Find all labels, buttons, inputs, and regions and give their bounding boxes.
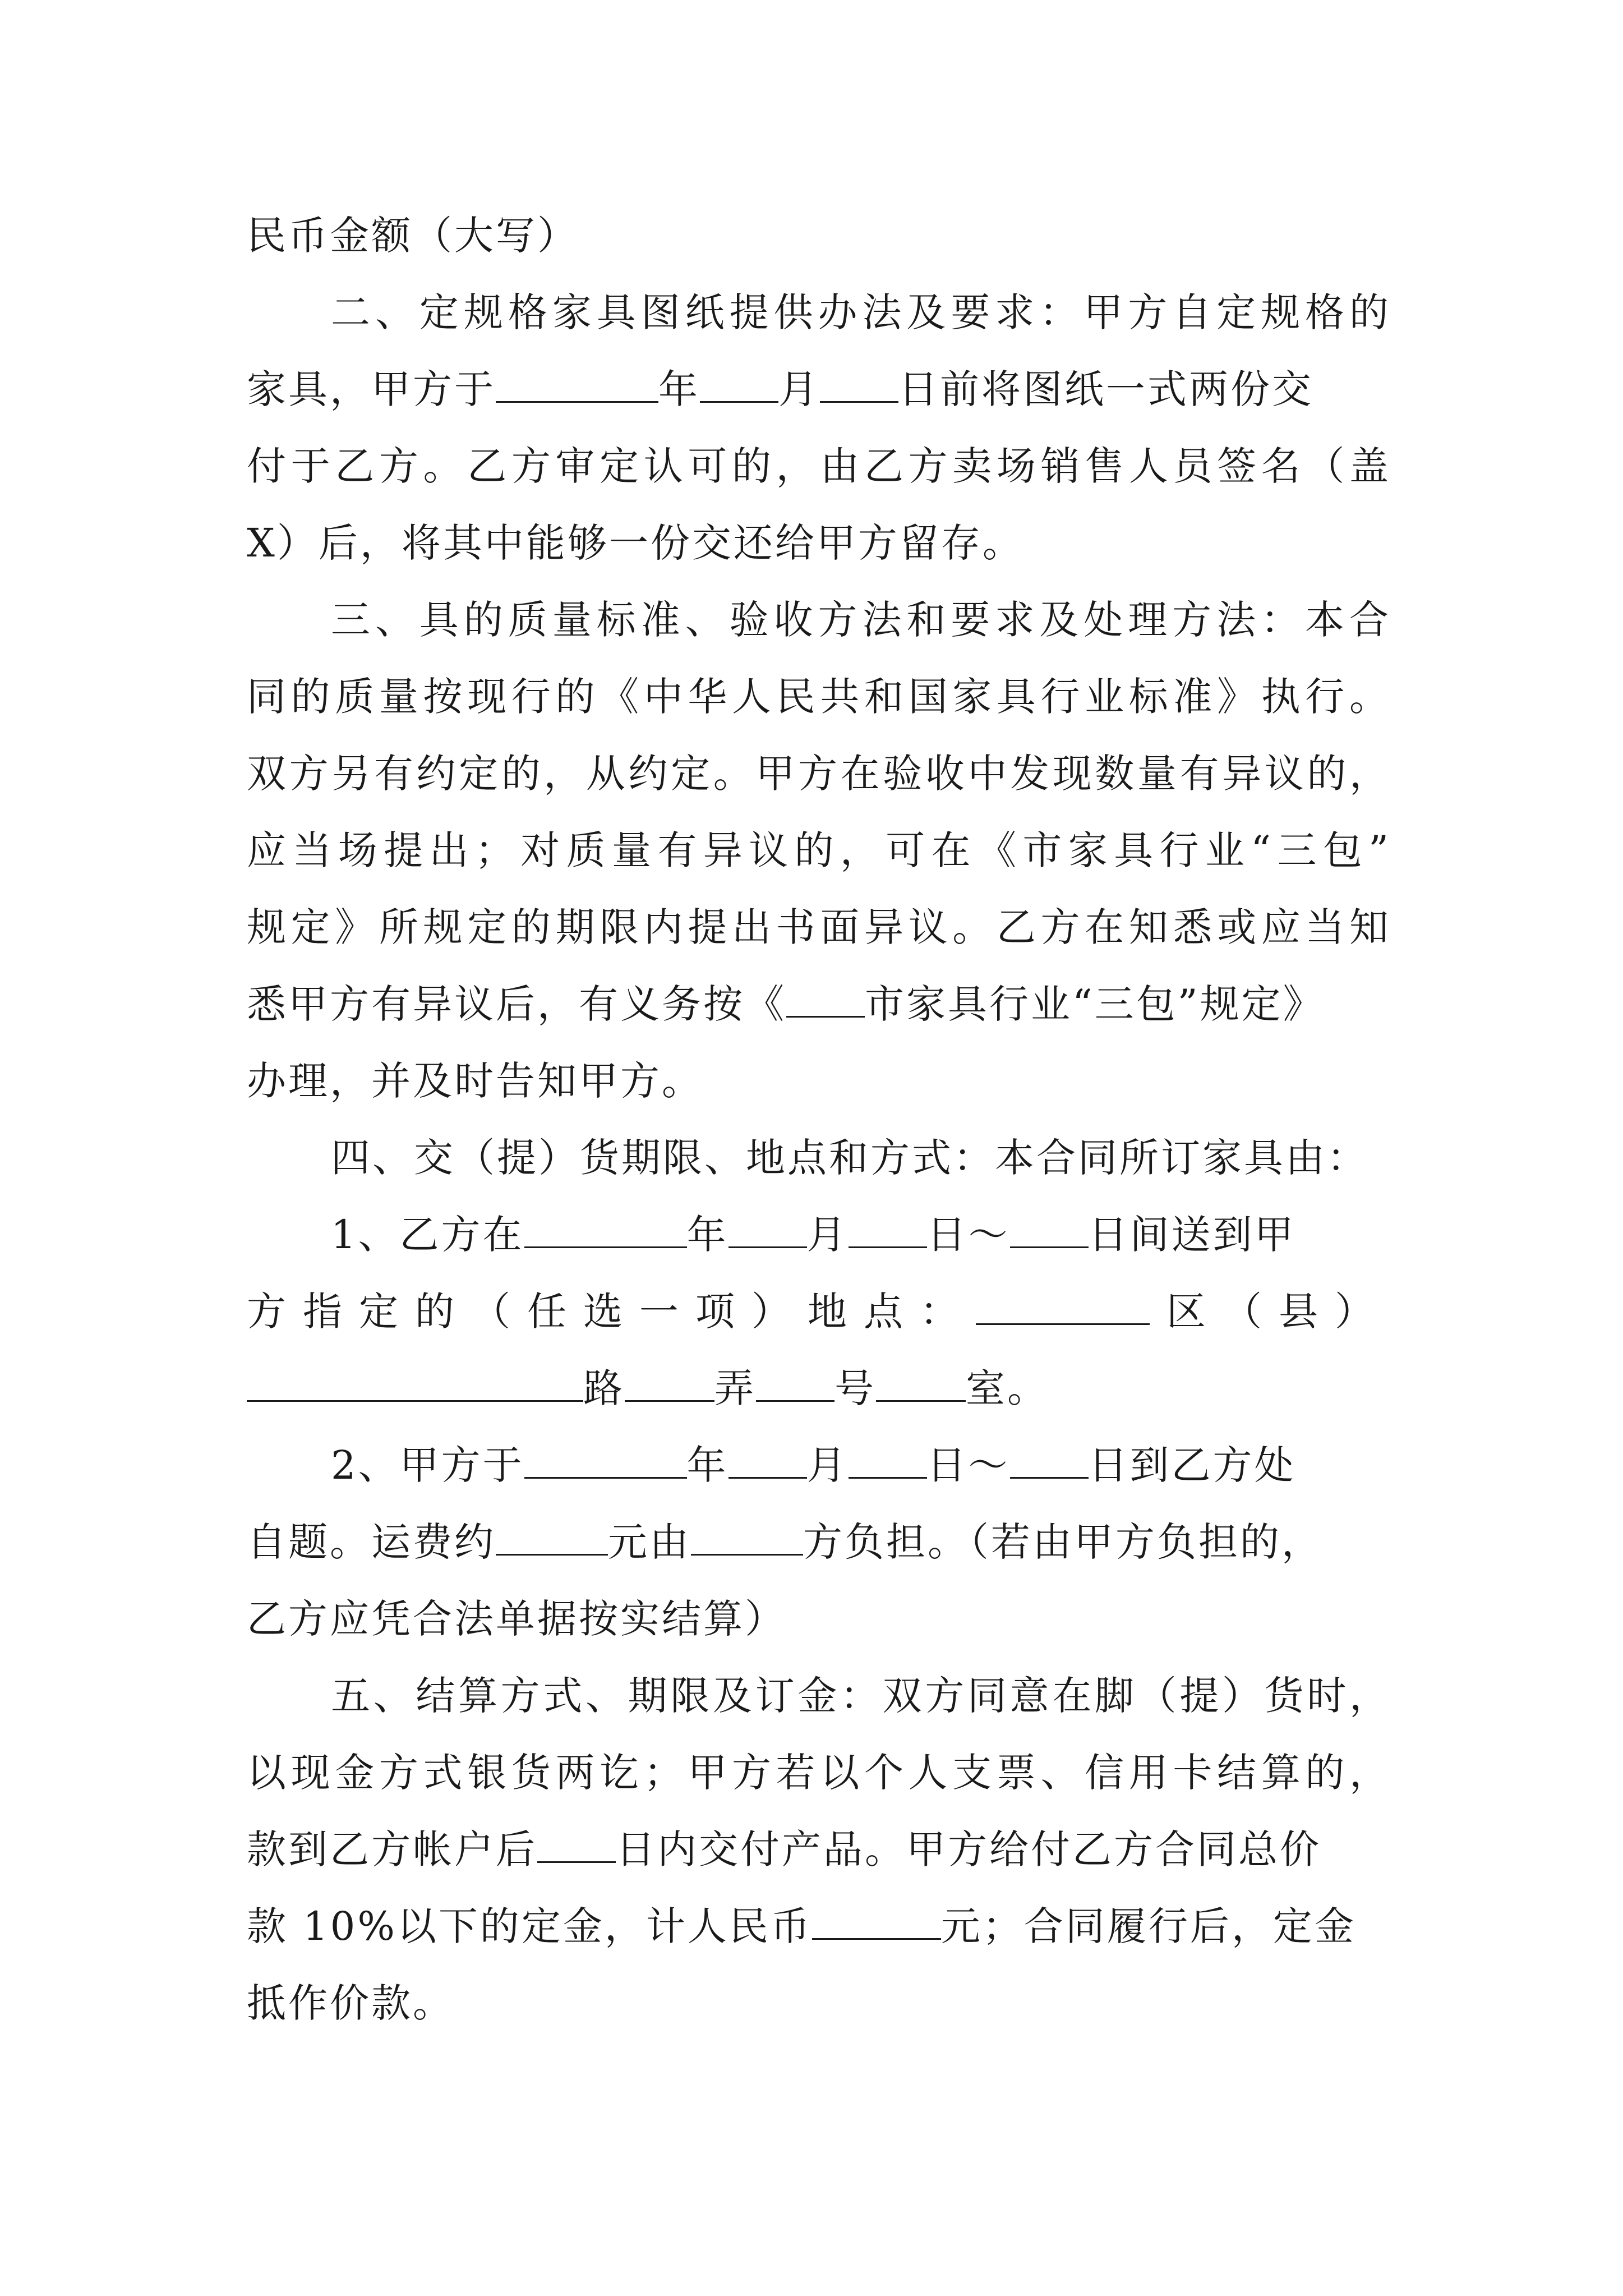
text-line-14: 1、乙方在 年 月 日～ 日间送到甲 [331, 1212, 1296, 1258]
text-line-22: 款到乙方帐户后 日内交付产品。甲方给付乙方合同总价 [247, 1826, 1321, 1872]
text-line-15: 方指定的（任选一项）地点： 区（县） [247, 1289, 1391, 1335]
blank-day[interactable] [849, 1442, 927, 1479]
text-line-19: 乙方应凭合法单据按实结算） [247, 1596, 786, 1642]
text-line-24: 抵作价款。 [247, 1980, 454, 2026]
blank-days[interactable] [537, 1826, 616, 1863]
blank-month[interactable] [700, 366, 778, 403]
text-line-1: 民币金额（大写） [247, 213, 579, 259]
blank-year[interactable] [524, 1212, 687, 1248]
text-line-5: X）后，将其中能够一份交还给甲方留存。 [247, 520, 1024, 566]
blank-month[interactable] [728, 1442, 807, 1479]
blank-day[interactable] [849, 1212, 927, 1248]
blank-deposit[interactable] [812, 1903, 941, 1940]
text-line-4: 付于乙方。乙方审定认可的，由乙方卖场销售人员签名（盖 [247, 443, 1391, 489]
blank-road[interactable] [247, 1365, 583, 1402]
text-line-8: 双方另有约定的，从约定。甲方在验收中发现数量有异议的， [247, 751, 1391, 797]
blank-day[interactable] [1010, 1442, 1089, 1479]
text-line-17: 2、甲方于 年 月 日～ 日到乙方处 [331, 1442, 1296, 1488]
blank-freight[interactable] [496, 1519, 608, 1556]
text-line-11: 悉甲方有异议后，有义务按《 市家具行业“三包”规定》 [247, 981, 1325, 1027]
blank-day[interactable] [820, 366, 898, 403]
section-three-heading: 三、具的质量标准、验收方法和要求及处理方法：本合 [331, 597, 1391, 643]
text-line-7: 同的质量按现行的《中华人民共和国家具行业标准》执行。 [247, 674, 1391, 720]
blank-party[interactable] [691, 1519, 803, 1556]
blank-room[interactable] [876, 1365, 966, 1402]
blank-year[interactable] [524, 1442, 687, 1479]
text-line-21: 以现金方式银货两讫；甲方若以个人支票、信用卡结算的， [247, 1750, 1391, 1796]
text-line-10: 规定》所规定的期限内提出书面异议。乙方在知悉或应当知 [247, 904, 1391, 950]
section-four-heading: 四、交（提）货期限、地点和方式：本合同所订家具由： [331, 1135, 1368, 1181]
blank-district[interactable] [976, 1289, 1150, 1325]
blank-number[interactable] [756, 1365, 834, 1402]
text-line-18: 自题。运费约 元由 方负担。（若由甲方负担的， [247, 1519, 1323, 1565]
section-two-heading: 二、定规格家具图纸提供办法及要求：甲方自定规格的 [331, 289, 1391, 335]
blank-year[interactable] [496, 366, 658, 403]
section-five-heading: 五、结算方式、期限及订金：双方同意在脚（提）货时， [331, 1673, 1391, 1719]
text-line-3: 家具，甲方于 年 月 日前将图纸一式两份交 [247, 366, 1313, 412]
blank-day[interactable] [1010, 1212, 1089, 1248]
blank-city[interactable] [786, 981, 865, 1018]
blank-month[interactable] [728, 1212, 807, 1248]
text-line-16: 路 弄 号 室。 [247, 1360, 1049, 1416]
blank-lane[interactable] [625, 1365, 714, 1402]
text-line-23: 款 10%以下的定金，计人民币 元；合同履行后，定金 [247, 1903, 1356, 1949]
text-line-9: 应当场提出；对质量有异议的，可在《市家具行业“三包” [247, 827, 1391, 873]
text-line-12: 办理，并及时告知甲方。 [247, 1058, 703, 1104]
